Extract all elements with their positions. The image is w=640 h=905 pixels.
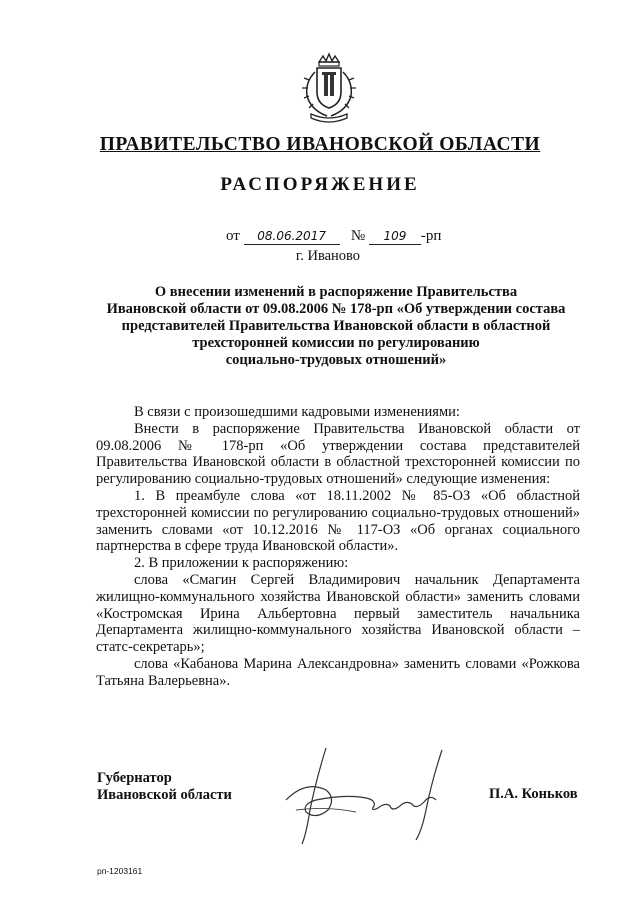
body-paragraph: 2. В приложении к распоряжению: [134, 555, 349, 572]
position-line: Губернатор [97, 770, 172, 786]
subject-line: О внесении изменений в распоряжение Правительства [154, 284, 518, 300]
subject-line: представителей Правительства Ивановской области в областной [121, 318, 551, 334]
handwritten-signature [266, 740, 466, 850]
date-value: 08.06.2017 [244, 229, 340, 245]
date-number-line [226, 228, 441, 245]
document-type-title: РАСПОРЯЖЕНИЕ [220, 174, 420, 195]
document-subject [96, 284, 576, 369]
number-suffix: -рп [420, 228, 442, 244]
subject-line: трехсторонней комиссии по регулированию [192, 335, 480, 351]
body-paragraph: слова «Смагин Сергей Владимирович начальник Департамента жилищно-коммунального хозяйства Ивановской области» заменить словами «Костромская Ирина Альбертовна первый заместитель начальника Департамента жилищно-коммунального хозяйства Ивановской области – статс-секретарь»; [96, 571, 580, 656]
government-title: ПРАВИТЕЛЬСТВО ИВАНОВСКОЙ ОБЛАСТИ [99, 134, 541, 155]
body-paragraph: В связи с произошедшими кадровыми изменениями: [134, 404, 460, 420]
date-prefix: от [226, 228, 240, 244]
position-line: Ивановской области [97, 787, 232, 803]
signatory-position [97, 770, 232, 804]
signatory-name: П.А. Коньков [489, 786, 578, 802]
number-value: 109 [369, 229, 421, 245]
number-prefix: № [350, 228, 366, 244]
subject-line: Ивановской области от 09.08.2006 № 178-рп «Об утверждении состава [106, 301, 566, 317]
subject-line: социально-трудовых отношений» [225, 352, 447, 368]
body-paragraph: 1. В преамбуле слова «от 18.11.2002 № 85-ОЗ «Об областной трехсторонней комиссии по регулированию социально-трудовых отношений» заменить словами «от 10.12.2016 № 117-ОЗ «Об органах социального партнерства в сфере труда Ивановской области». [96, 487, 580, 555]
footer-code: рп-1203161 [97, 866, 143, 876]
coat-of-arms-emblem [297, 52, 361, 124]
body-paragraph: Внести в распоряжение Правительства Ивановской области от 09.08.2006 № 178-рп «Об утверждении состава представителей Правительства Ивановской области в областной трехсторонней комиссии по регулированию социально-трудовых отношений» следующие изменения: [96, 420, 580, 488]
body-paragraph: слова «Кабанова Марина Александровна» заменить словами «Рожкова Татьяна Валерьевна». [96, 655, 580, 689]
city: г. Иваново [295, 248, 361, 264]
document-body [96, 404, 580, 690]
